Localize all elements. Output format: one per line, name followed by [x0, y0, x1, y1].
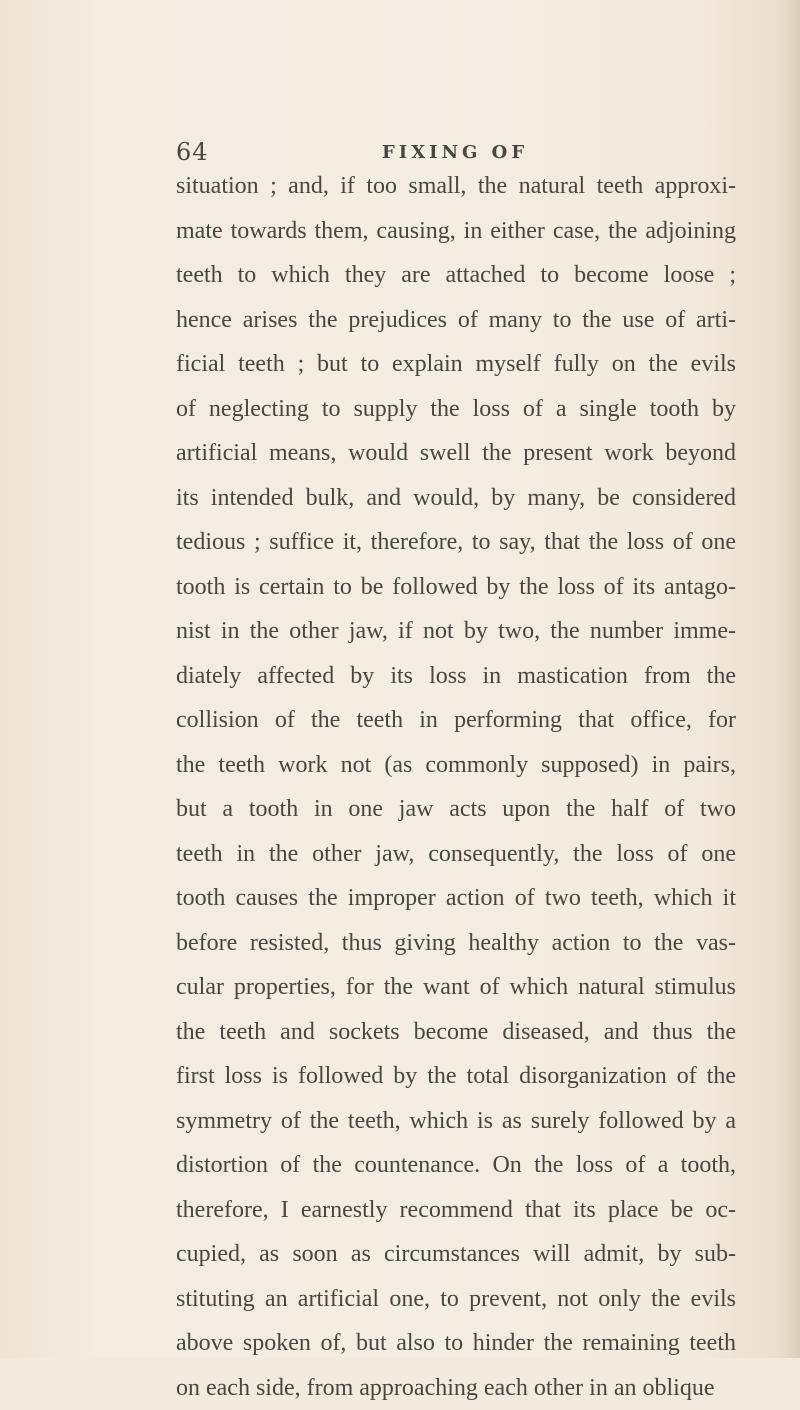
page-number: 64 — [176, 138, 209, 166]
page-edge-shadow — [782, 0, 800, 1358]
text-line: but a tooth in one jaw acts upon the half of two — [176, 787, 736, 832]
text-line: tooth is certain to be followed by the loss of its antago- — [176, 565, 736, 610]
text-line: stituting an artificial one, to prevent, not only the evils — [176, 1277, 736, 1322]
text-line: artificial means, would swell the present work beyond — [176, 431, 736, 476]
text-line: the teeth work not (as commonly supposed) in pairs, — [176, 743, 736, 788]
text-line: first loss is followed by the total disorganization of the — [176, 1054, 736, 1099]
text-line: on each side, from approaching each other in an oblique — [176, 1366, 736, 1410]
text-line: mate towards them, causing, in either case, the adjoining — [176, 209, 736, 254]
text-line: hence arises the prejudices of many to the use of arti- — [176, 298, 736, 343]
text-line: diately affected by its loss in mastication from the — [176, 654, 736, 699]
text-line: collision of the teeth in performing that office, for — [176, 698, 736, 743]
text-line: nist in the other jaw, if not by two, the number imme- — [176, 609, 736, 654]
text-line: situation ; and, if too small, the natural teeth approxi- — [176, 164, 736, 209]
running-head-title: FIXING OF — [382, 142, 528, 163]
text-line: of neglecting to supply the loss of a single tooth by — [176, 387, 736, 432]
text-line: teeth in the other jaw, consequently, the loss of one — [176, 832, 736, 877]
text-line: symmetry of the teeth, which is as surely followed by a — [176, 1099, 736, 1144]
text-line: ficial teeth ; but to explain myself fully on the evils — [176, 342, 736, 387]
body-text — [176, 164, 736, 1410]
text-line: above spoken of, but also to hinder the remaining teeth — [176, 1321, 736, 1366]
text-line: therefore, I earnestly recommend that its place be oc- — [176, 1188, 736, 1233]
text-line: the teeth and sockets become diseased, and thus the — [176, 1010, 736, 1055]
text-line: tooth causes the improper action of two teeth, which it — [176, 876, 736, 921]
text-line: its intended bulk, and would, by many, be considered — [176, 476, 736, 521]
text-line: teeth to which they are attached to become loose ; — [176, 253, 736, 298]
text-line: cupied, as soon as circumstances will admit, by sub- — [176, 1232, 736, 1277]
text-line: distortion of the countenance. On the loss of a tooth, — [176, 1143, 736, 1188]
text-line: cular properties, for the want of which natural stimulus — [176, 965, 736, 1010]
text-line: before resisted, thus giving healthy action to the vas- — [176, 921, 736, 966]
text-line: tedious ; suffice it, therefore, to say, that the loss of one — [176, 520, 736, 565]
